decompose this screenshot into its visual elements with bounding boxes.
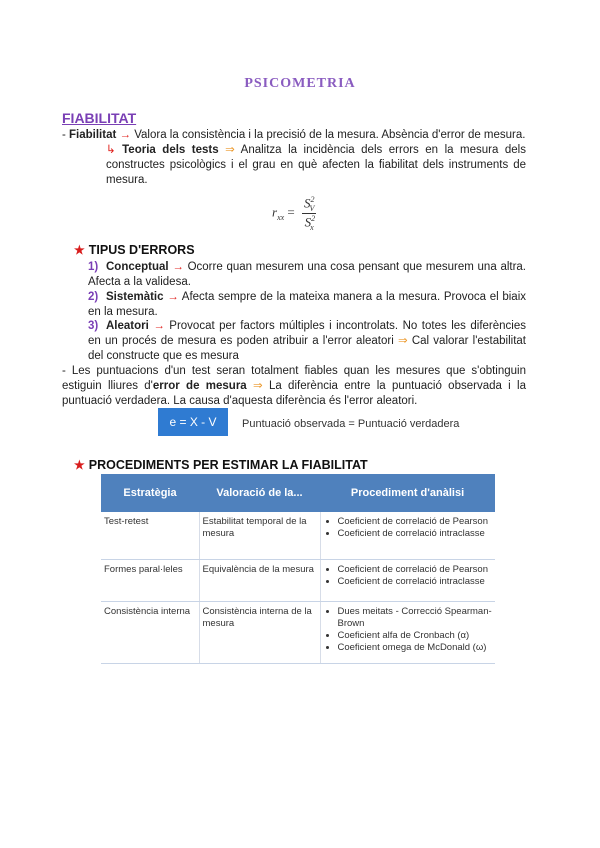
double-arrow-icon: ⇒ (397, 335, 408, 347)
page-title: PSICOMETRIA (244, 76, 356, 91)
table-cell: Equivalència de la mesura (199, 559, 320, 601)
table-row (101, 512, 495, 559)
table-header-row (101, 474, 495, 512)
formula-den: S (304, 214, 312, 230)
puntuacions-paragraph (62, 364, 526, 409)
table-cell (320, 512, 495, 559)
arrow-right-icon: → (167, 291, 179, 303)
table-cell (320, 601, 495, 663)
arrow-right-icon: → (172, 261, 184, 273)
star-icon: ★ (74, 458, 85, 472)
teoria-text: Analitza la incidència dels errors en la mesura dels constructes psicològics i el grau en què afecten la fiabilitat dels instruments de mesura. (106, 144, 526, 186)
formula-lhs-sub: xx (277, 213, 285, 222)
error-item-1 (88, 260, 526, 290)
list-item: • Coeficient de correlació intraclasse (338, 576, 493, 588)
formula-den-sub: x (310, 222, 314, 232)
procediments-heading (74, 458, 368, 472)
formula-num-sub: V (309, 203, 315, 213)
table-cell: Consistència interna de la mesura (199, 601, 320, 663)
error-text: Afecta sempre de la mateixa manera a la mesura. Provoca el biaix en la mesura. (88, 291, 526, 318)
table-cell: Test-retest (101, 512, 199, 559)
list-item: • Coeficient de correlació intraclasse (338, 528, 493, 540)
list-item: • Coeficient omega de McDonald (ω) (338, 642, 493, 654)
table-row (101, 559, 495, 601)
sub-arrow-icon: ↳ (106, 144, 116, 156)
fiabilitat-text: Valora la consistència i la precisió de la mesura. Absència d'error de mesura. (131, 129, 526, 141)
list-item: • Coeficient de correlació de Pearson (338, 564, 493, 576)
item-number: 1) (88, 261, 99, 273)
error-text: Ocorre quan mesurem una cosa pensant que mesurem una altra. Afecta a la validesa. (88, 261, 527, 288)
formula-num: S (304, 195, 311, 211)
star-icon: ★ (74, 243, 85, 257)
fiabilitat-definition (62, 128, 532, 143)
dash: - (62, 129, 70, 141)
formula-den-sup: 2 (311, 213, 316, 223)
error-term: Aleatori (106, 320, 149, 332)
error-text: Provocat per factors múltiples i incontrolats. No totes les diferències en un procés de mesura es poden atribuir a l'error aleatori (88, 320, 526, 347)
table-cell: Estabilitat temporal de la mesura (199, 512, 320, 559)
fiabilitat-term: Fiabilitat (69, 129, 117, 141)
formula-lhs: r (272, 204, 278, 220)
error-term: Sistemàtic (106, 291, 164, 303)
teoria-paragraph (106, 143, 526, 188)
item-number: 3) (88, 320, 99, 332)
list-item: • Dues meitats - Correcció Spearman-Brown (338, 606, 493, 630)
table-cell (320, 559, 495, 601)
column-header: Estratègia (101, 474, 199, 512)
table-cell: Consistència interna (101, 601, 199, 663)
column-header: Valoració de la... (199, 474, 320, 512)
puntuacions-text: La diferència entre la puntuació observada i la puntuació verdadera. La causa d'aquesta diferència és l'error aleatori. (62, 380, 526, 407)
error-term: Conceptual (106, 261, 169, 273)
error-item-3 (88, 319, 526, 364)
arrow-right-icon: → (153, 320, 165, 332)
teoria-term: Teoria dels tests (122, 144, 219, 156)
table-cell: Formes paral·leles (101, 559, 199, 601)
fiabilitat-heading: FIABILITAT (62, 110, 137, 126)
reliability-formula: $r_{xx}$ = $\frac{S^2_V}{S^2_x}$ (272, 195, 316, 232)
column-header: Procediment d'anàlisi (320, 474, 495, 512)
formula-fraction (302, 195, 316, 232)
double-arrow-icon: ⇒ (225, 144, 235, 156)
procediments-table (101, 474, 495, 664)
arrow-right-icon: → (119, 129, 132, 141)
double-arrow-icon: ⇒ (253, 380, 263, 392)
list-item: • Coeficient de correlació de Pearson (338, 516, 493, 528)
tipus-errors-heading (74, 243, 195, 257)
item-number: 2) (88, 291, 99, 303)
list-item: • Coeficient alfa de Cronbach (α) (338, 630, 493, 642)
procediments-title: PROCEDIMENTS PER ESTIMAR LA FIABILITAT (88, 458, 368, 472)
equation-box: e = X - V (158, 408, 228, 436)
error-text-2: Cal valorar l'estabilitat del constructe que es mesura (88, 335, 526, 362)
error-item-2 (88, 290, 526, 320)
error-mesura-term: error de mesura (152, 380, 247, 392)
puntuacions-prefix: - Les puntuacions d'un test seran totalment fiables quan les mesures que s'obtinguin estiguin lliures d' (62, 365, 526, 392)
table-row (101, 601, 495, 663)
equation-text: Puntuació observada = Puntuació verdadera (242, 418, 460, 430)
formula-num-sup: 2 (310, 195, 315, 204)
tipus-errors-title: TIPUS D'ERRORS (88, 243, 195, 257)
